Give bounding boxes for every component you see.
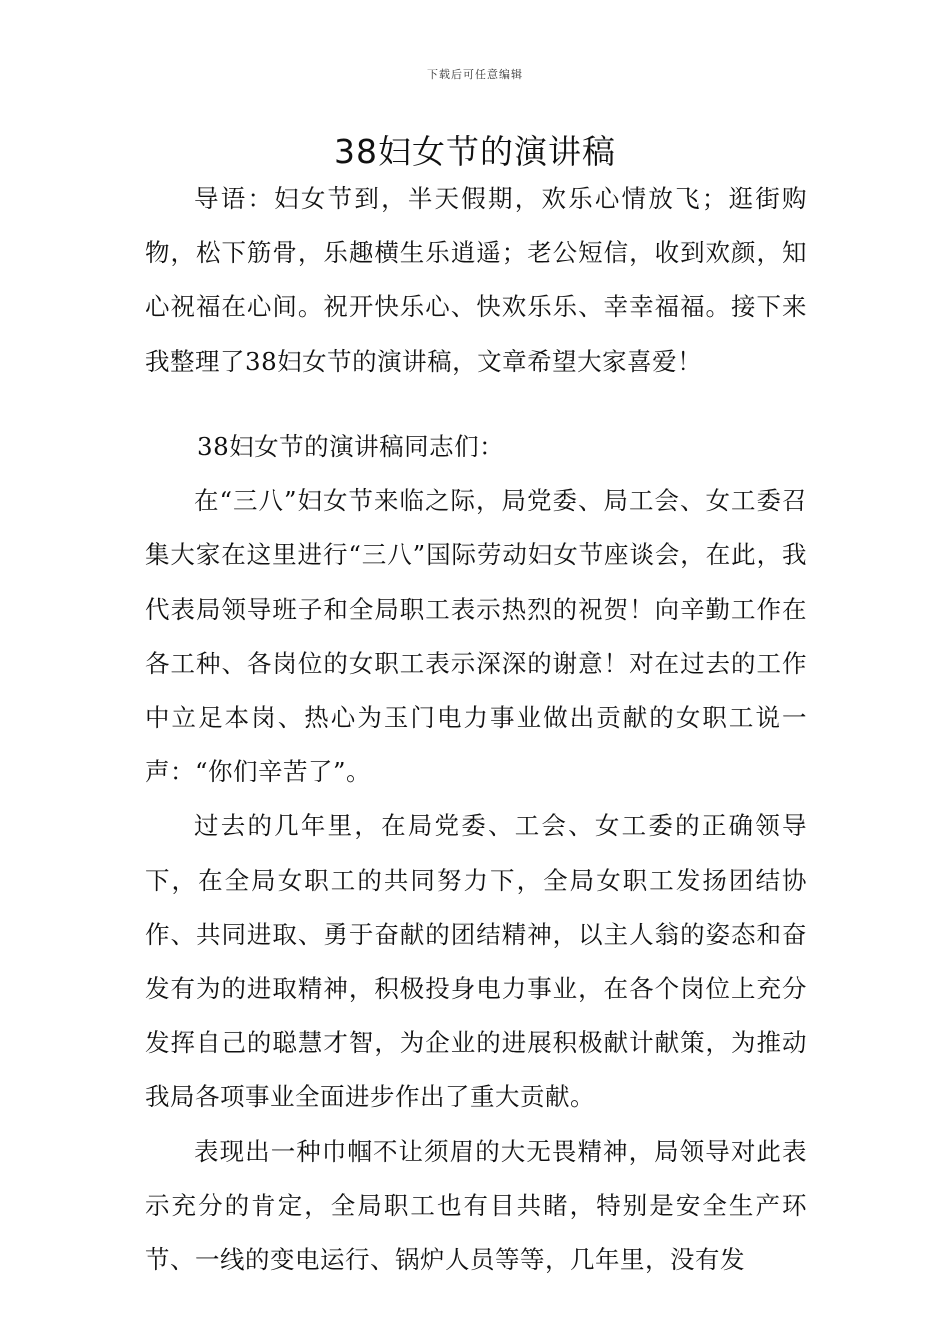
intro-paragraph: 导语：妇女节到，半天假期，欢乐心情放飞；逛街购物，松下筋骨，乐趣横生乐逍遥；老公短信，收到欢颜，知心祝福在心间。祝开快乐心、快欢乐乐、幸幸福福。接下来我整理了38妇女节的演讲稿，文章希望大家喜爱！ [145,184,807,376]
body-paragraph: 表现出一种巾帼不让须眉的大无畏精神，局领导对此表示充分的肯定，全局职工也有目共睹，特别是安全生产环节、一线的变电运行、锅炉人员等等，几年里，没有发 [145,1136,807,1275]
header-note: 下载后可任意编辑 [427,68,523,81]
speech-greeting: 38妇女节的演讲稿同志们： [197,432,505,461]
page-title: 38妇女节的演讲稿 [334,132,616,171]
intro-section [145,172,807,389]
body-paragraph: 过去的几年里，在局党委、工会、女工委的正确领导下，在全局女职工的共同努力下，全局女职工发扬团结协作、共同进取、勇于奋献的团结精神，以主人翁的姿态和奋发有为的进取精神，积极投身电力事业，在各个岗位上充分发挥自己的聪慧才智，为企业的进展积极献计献策，为推动我局各项事业全面进步作出了重大贡献。 [145,811,807,1112]
body-paragraph: 在“三八”妇女节来临之际，局党委、局工会、女工委召集大家在这里进行“三八”国际劳动妇女节座谈会，在此，我代表局领导班子和全局职工表示热烈的祝贺！向辛勤工作在各工种、各岗位的女职工表示深深的谢意！对在过去的工作中立足本岗、热心为玉门电力事业做出贡献的女职工说一声：“你们辛苦了”。 [145,486,807,787]
speech-body [145,420,807,1287]
